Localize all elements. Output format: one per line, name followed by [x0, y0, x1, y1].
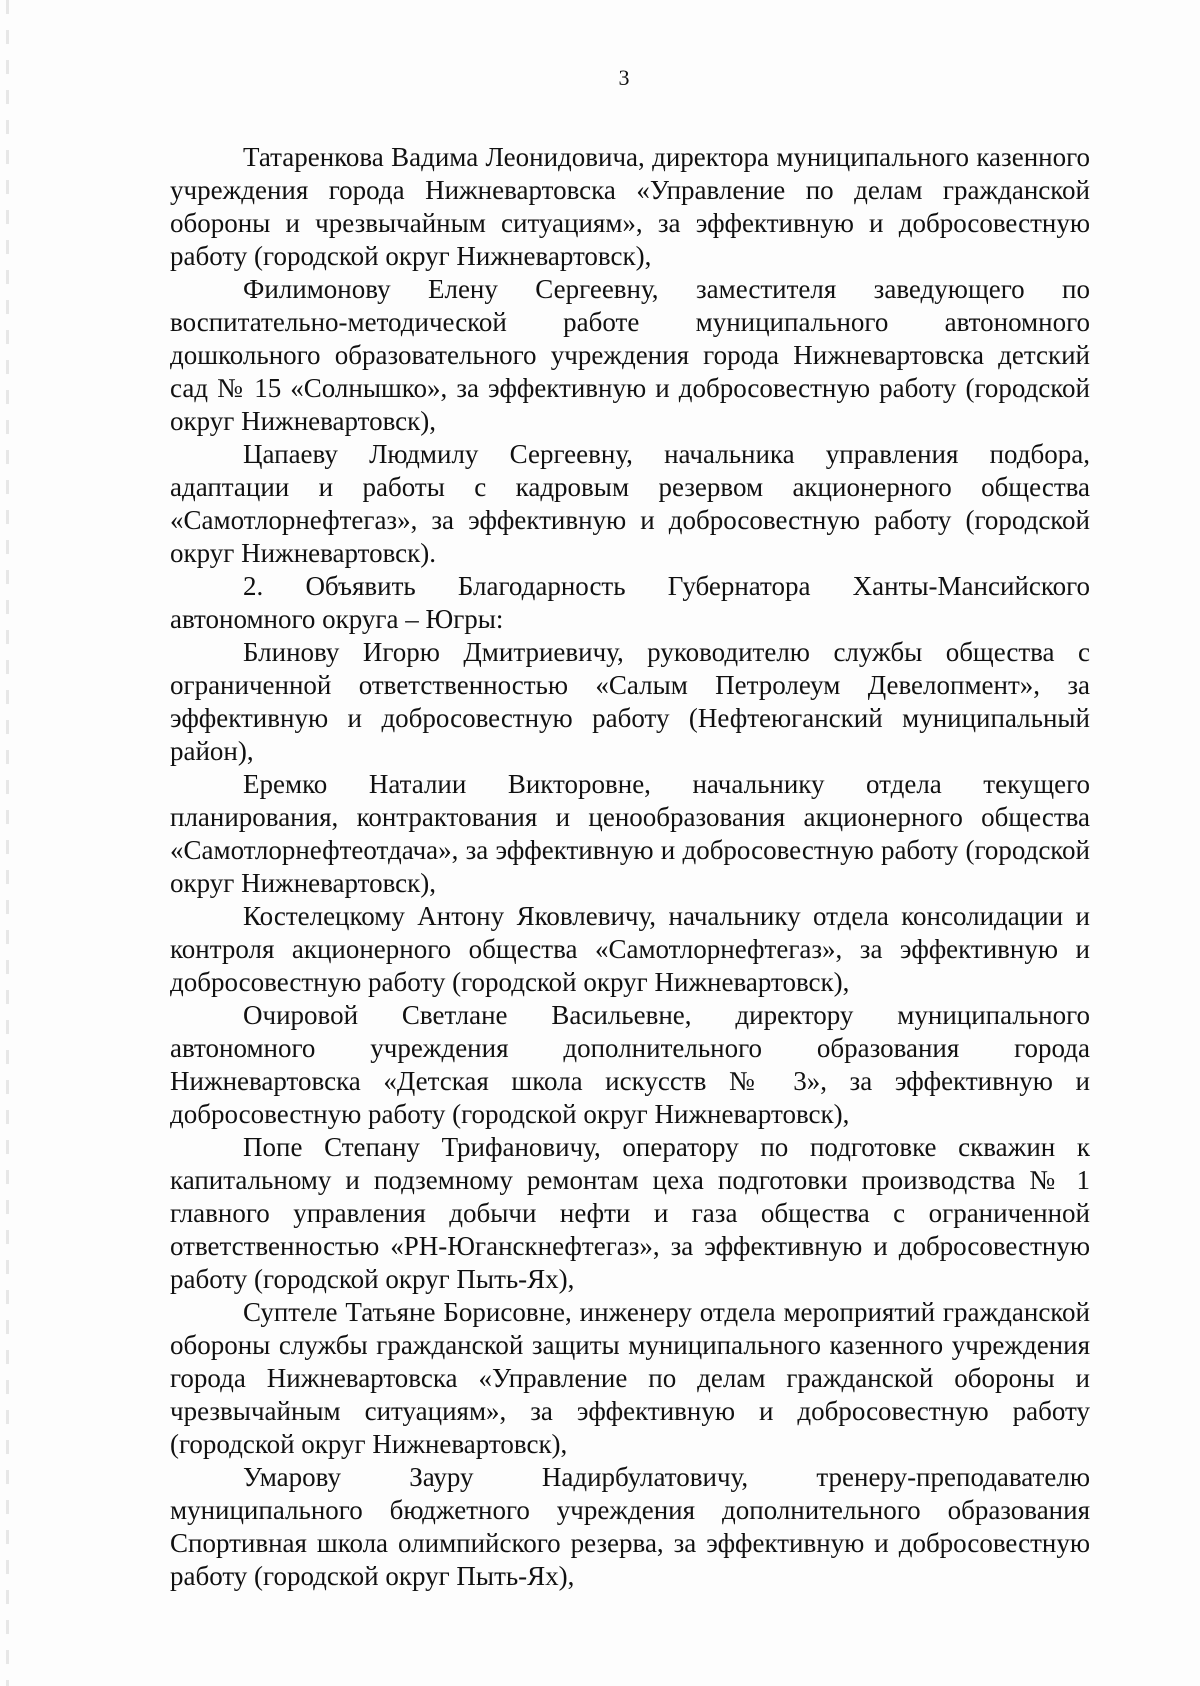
- scan-edge-artifact: [6, 0, 9, 1686]
- paragraph-pope: Попе Степану Трифановичу, оператору по подготовке скважин к капитальному и подземному ремонтам цеха подготовки производства № 1 главного управления добычи нефти и газа общества с ограниченной ответственностью «РН-Юганскнефтегаз», за эффективную и добросовестную работу (городской округ Пыть-Ях),: [170, 1132, 1090, 1294]
- paragraph-eremko: Еремко Наталии Викторовне, начальнику отдела текущего планирования, контрактования и ценообразования акционерного общества «Самотлорнефтеотдача», за эффективную и добросовестную работу (городской округ Нижневартовск),: [170, 769, 1090, 898]
- paragraph-ochirova: Очировой Светлане Васильевне, директору муниципального автономного учреждения дополнительного образования города Нижневартовска «Детская школа искусств № 3», за эффективную и добросовестную работу (городской округ Нижневартовск),: [170, 1000, 1090, 1129]
- document-body: [170, 141, 1090, 1593]
- paragraph-tatarenkov: Татаренкова Вадима Леонидовича, директора муниципального казенного учреждения города Нижневартовска «Управление по делам гражданской обороны и чрезвычайным ситуациям», за эффективную и добросовестную работу (городской округ Нижневартовск),: [170, 142, 1090, 271]
- page-number: 3: [618, 65, 630, 90]
- paragraph-tsapaeva: Цапаеву Людмилу Сергеевну, начальника управления подбора, адаптации и работы с кадровым резервом акционерного общества «Самотлорнефтегаз», за эффективную и добросовестную работу (городской округ Нижневартовск).: [170, 439, 1090, 568]
- paragraph-filimonova: Филимонову Елену Сергеевну, заместителя заведующего по воспитательно-методической работе муниципального автономного дошкольного образовательного учреждения города Нижневартовска детский сад № 15 «Солнышко», за эффективную и добросовестную работу (городской округ Нижневартовск),: [170, 274, 1090, 436]
- paragraph-umarov: Умарову Зауру Надирбулатовичу, тренеру-преподавателю муниципального бюджетного учреждения дополнительного образования Спортивная школа олимпийского резерва, за эффективную и добросовестную работу (городской округ Пыть-Ях),: [170, 1462, 1090, 1591]
- paragraph-section-2-heading: 2. Объявить Благодарность Губернатора Ханты-Мансийского автономного округа – Югры:: [170, 571, 1090, 634]
- paragraph-blinov: Блинову Игорю Дмитриевичу, руководителю службы общества с ограниченной ответственностью «Салым Петролеум Девелопмент», за эффективную и добросовестную работу (Нефтеюганский муниципальный район),: [170, 637, 1090, 766]
- paragraph-suptele: Суптеле Татьяне Борисовне, инженеру отдела мероприятий гражданской обороны службы гражданской защиты муниципального казенного учреждения города Нижневартовска «Управление по делам гражданской обороны и чрезвычайным ситуациям», за эффективную и добросовестную работу (городской округ Нижневартовск),: [170, 1297, 1090, 1459]
- paragraph-kosteletsky: Костелецкому Антону Яковлевичу, начальнику отдела консолидации и контроля акционерного общества «Самотлорнефтегаз», за эффективную и добросовестную работу (городской округ Нижневартовск),: [170, 901, 1090, 997]
